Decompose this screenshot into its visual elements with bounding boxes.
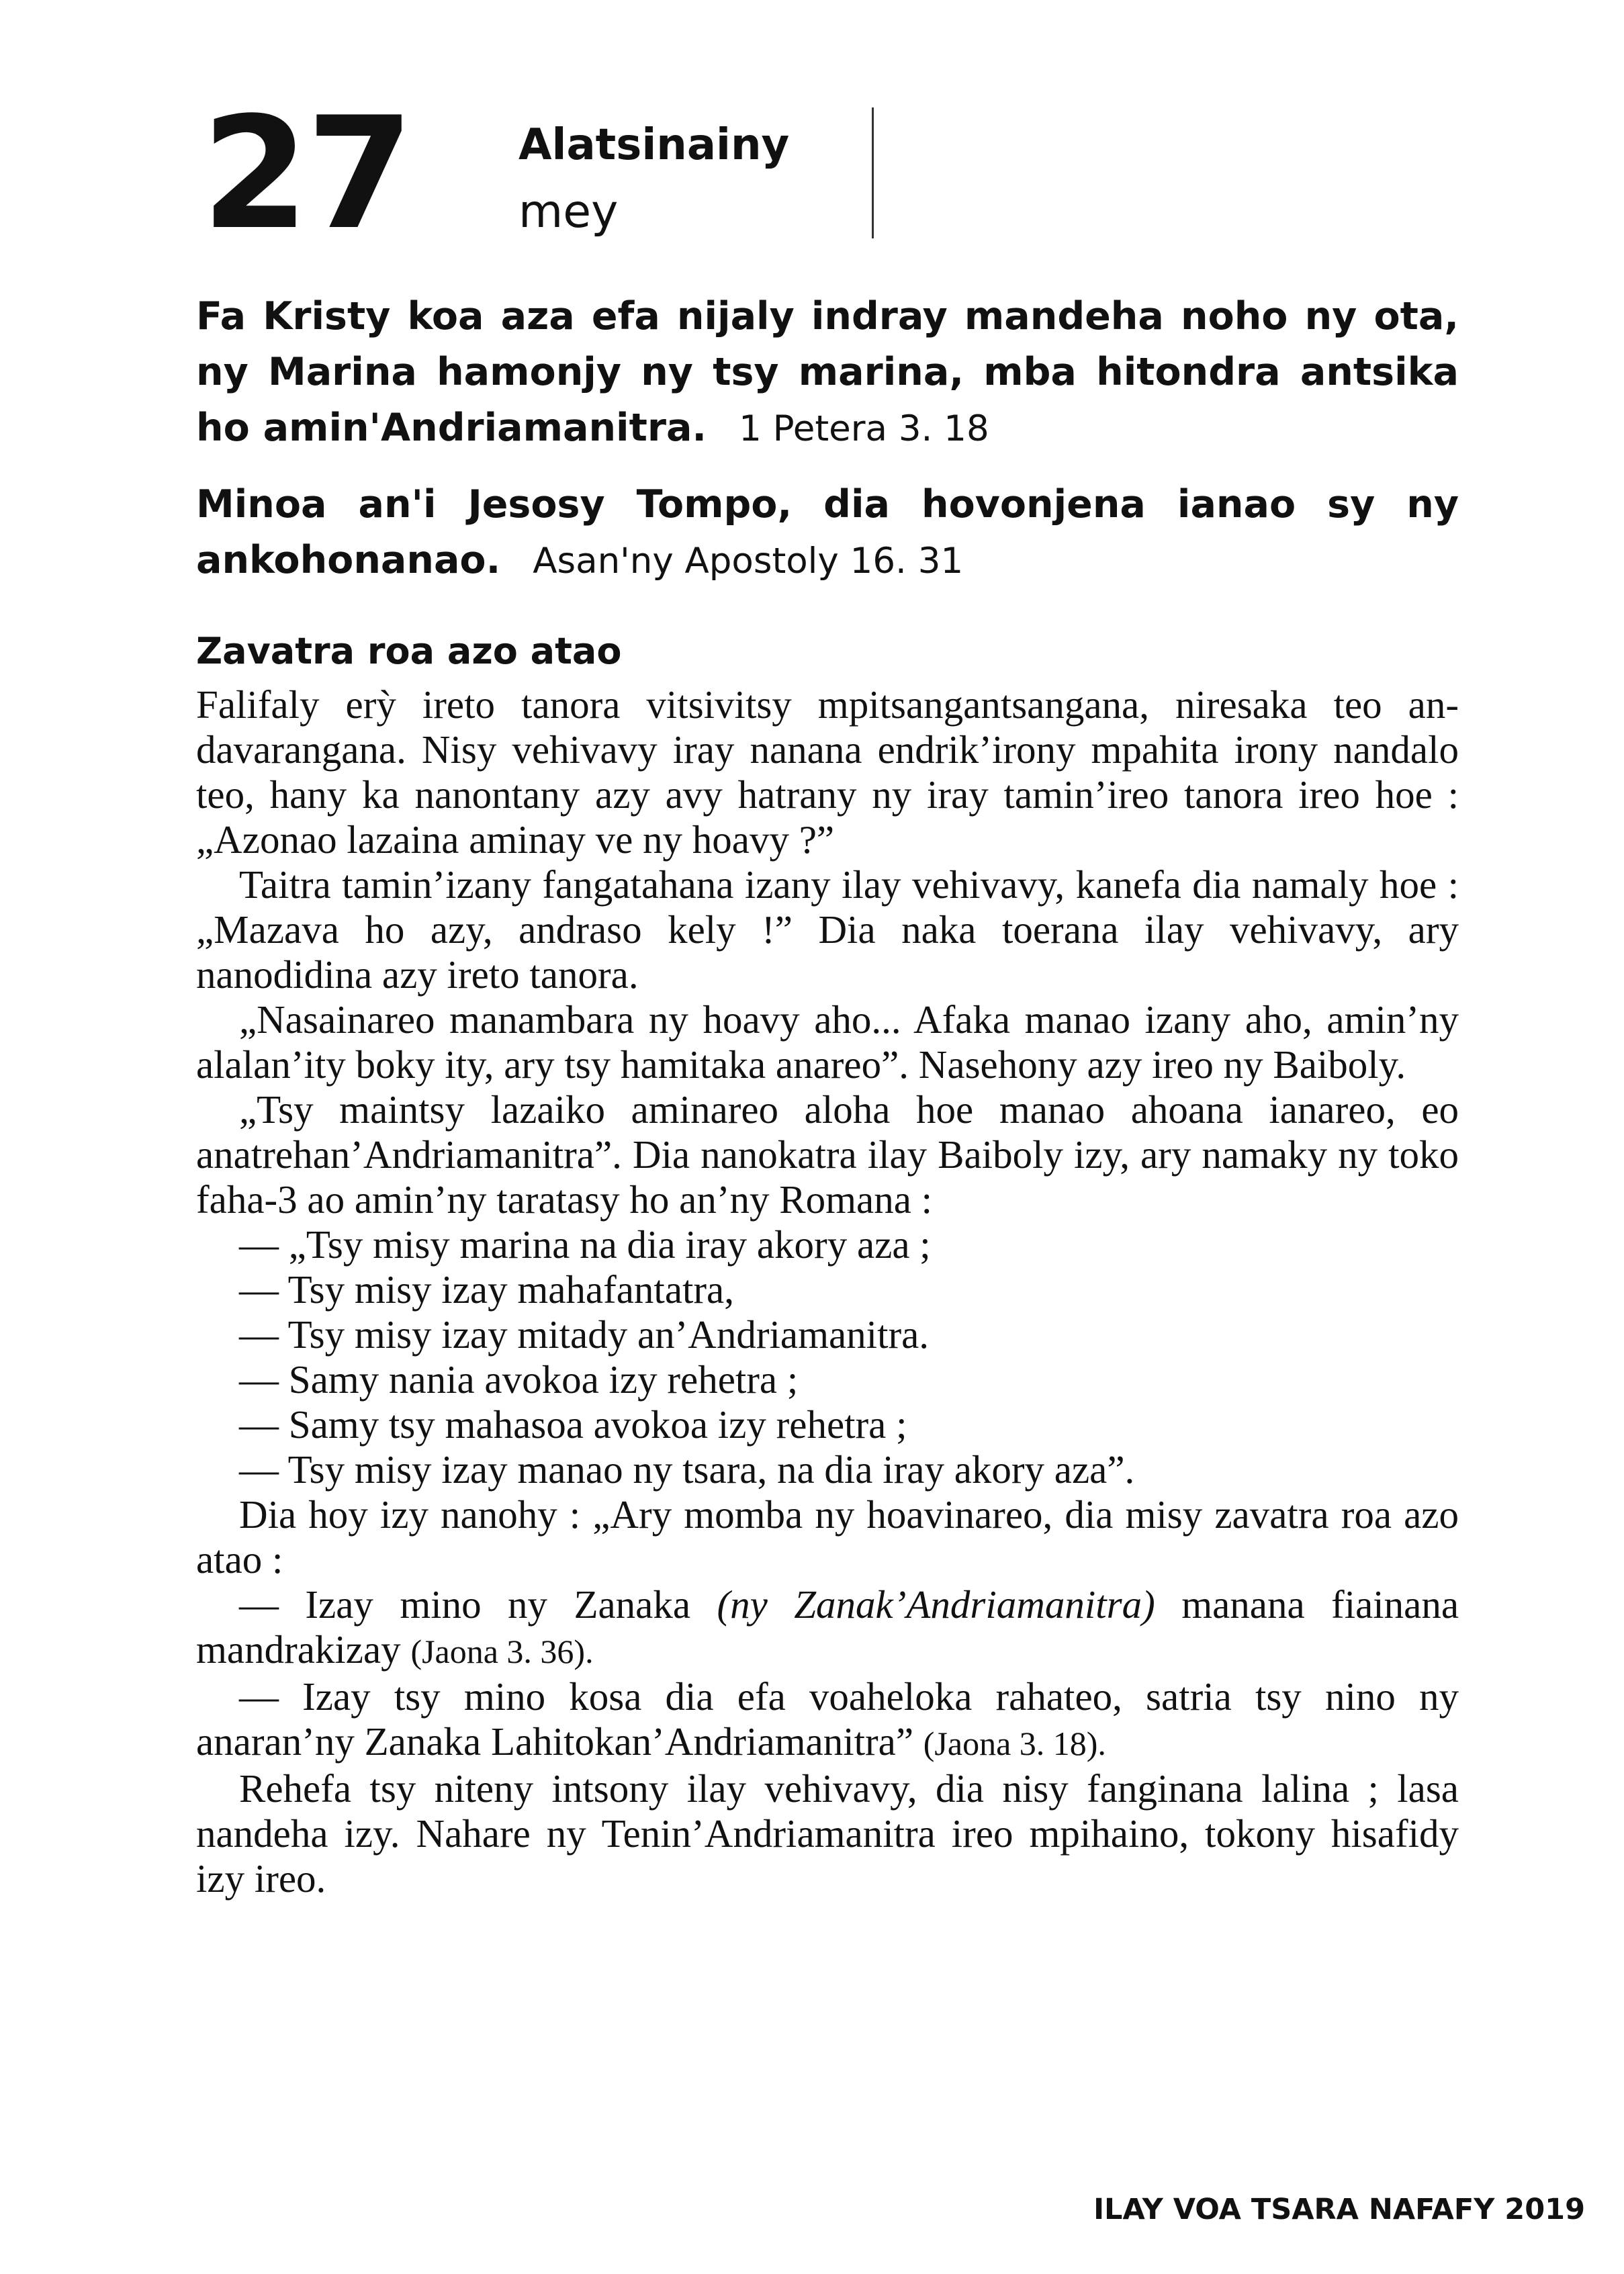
paragraph: „Nasainareo manambara ny hoavy aho... Afaka manao izany aho, amin’ny alalan’ity boky ity, ary tsy hamitaka anareo”. Nasehony azy ireo ny Baiboly.	[196, 997, 1459, 1087]
verse-reference: Asan'ny Apostoly 16. 31	[533, 541, 964, 582]
verse-text: Minoa an'i Jesosy Tompo, dia hovonjena ianao sy ny ankohonanao.	[196, 482, 1459, 582]
header-divider	[872, 107, 874, 238]
date-header	[201, 85, 873, 264]
text-run: manana fiainana mandrakizay	[196, 1582, 1459, 1672]
list-item: — Tsy misy izay manao ny tsara, na dia iray akory aza”.	[239, 1447, 1135, 1492]
list-item: — Samy nania avokoa izy rehetra ;	[239, 1357, 799, 1402]
verse-text: Fa Kristy koa aza efa nijaly indray mandeha noho ny ota, ny Marina hamonjy ny tsy marina, mba hitondra antsika ho amin'Andriamanitra.	[196, 294, 1459, 450]
daily-verse-2	[196, 477, 1459, 589]
text-run: — Izay tsy mino kosa dia efa voaheloka rahateo, satria tsy nino ny anaran’ny Zanaka Lahitokan’Andriamanitra”	[196, 1674, 1459, 1764]
scripture-reference: (Jaona 3. 36).	[410, 1633, 594, 1670]
paragraph: Rehefa tsy niteny intsony ilay vehivavy, dia nisy fanginana lalina ; lasa nandeha izy. Nahare ny Tenin’Andriamanitra ireo mpihaino, tokony hisafidy izy ireo.	[196, 1766, 1459, 1901]
paragraph	[196, 1674, 1459, 1766]
list-item: — „Tsy misy marina na dia iray akory aza ;	[239, 1222, 931, 1267]
italic-note: (ny Zanak’Andriamanitra)	[717, 1582, 1155, 1627]
list-item: — Tsy misy izay mahafantatra,	[239, 1267, 734, 1312]
verse-reference: 1 Petera 3. 18	[739, 408, 989, 449]
devotional-body	[196, 682, 1459, 1901]
publication-footer: ILAY VOA TSARA NAFAFY 2019	[1093, 2193, 1585, 2226]
paragraph: Dia hoy izy nanohy : „Ary momba ny hoavinareo, dia misy zavatra roa azo atao :	[196, 1492, 1459, 1582]
paragraph: Falifaly erỳ ireto tanora vitsivitsy mpitsangantsangana, niresaka teo an-davarangana. Nisy vehivavy iray nanana endrik’irony mpahita irony nandalo teo, hany ka nanontany azy avy hatrany ny iray tamin’ireo tanora ireo hoe : „Azonao lazaina aminay ve ny hoavy ?”	[196, 682, 1459, 862]
section-title: Zavatra roa azo atao	[196, 630, 622, 672]
month-label: mey	[518, 185, 619, 238]
weekday-label: Alatsinainy	[518, 120, 790, 170]
list-item: — Tsy misy izay mitady an’Andriamanitra.	[239, 1312, 930, 1357]
day-number: 27	[201, 85, 412, 264]
text-run: — Izay mino ny Zanaka	[239, 1582, 691, 1627]
daily-verse-1	[196, 289, 1459, 457]
list-item: — Samy tsy mahasoa avokoa izy rehetra ;	[239, 1402, 907, 1447]
paragraph: „Tsy maintsy lazaiko aminareo aloha hoe manao ahoana ianareo, eo anatrehan’Andriamanitra”. Dia nanokatra ilay Baiboly izy, ary namaky ny toko faha-3 ao amin’ny taratasy ho an’ny Romana :	[196, 1087, 1459, 1222]
paragraph: Taitra tamin’izany fangatahana izany ilay vehivavy, kanefa dia namaly hoe : „Mazava ho azy, andraso kely !” Dia naka toerana ilay vehivavy, ary nanodidina azy ireto tanora.	[196, 862, 1459, 997]
paragraph	[196, 1582, 1459, 1674]
scripture-reference: (Jaona 3. 18).	[923, 1725, 1106, 1762]
